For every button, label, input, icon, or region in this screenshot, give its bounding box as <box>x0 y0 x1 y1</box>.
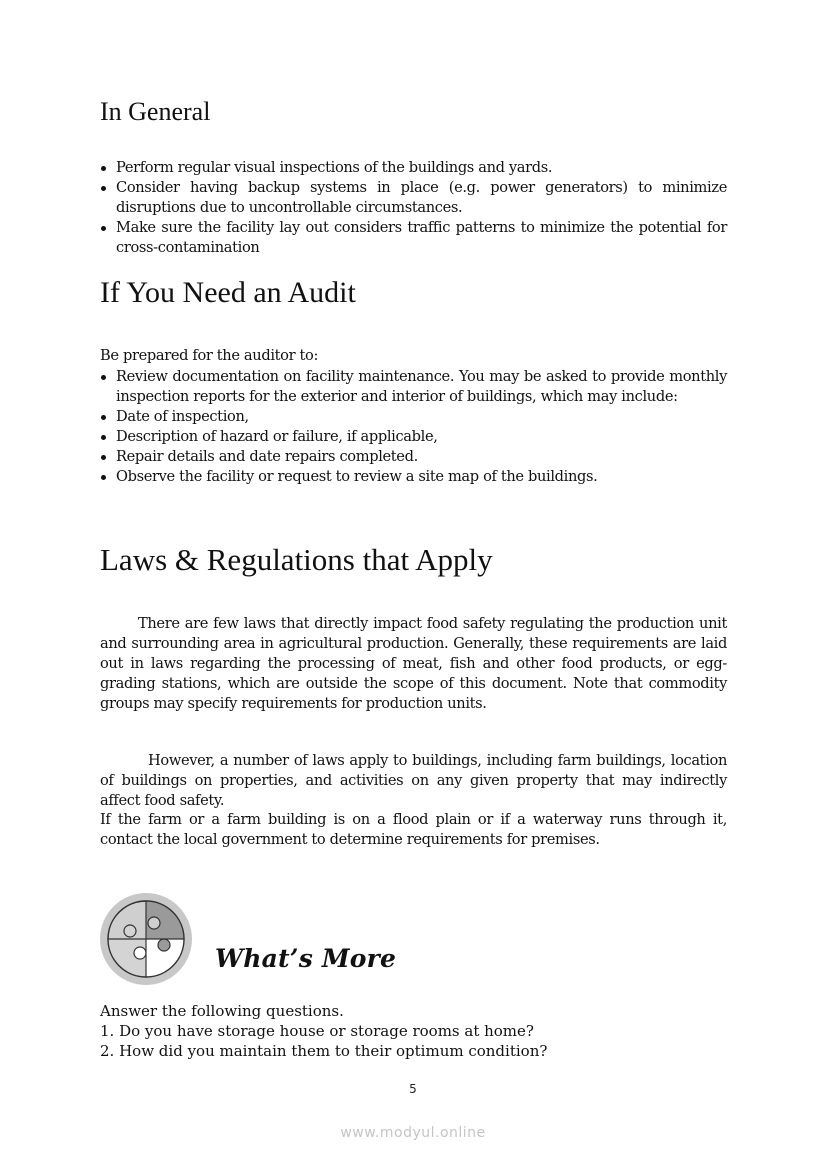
audit-intro: Be prepared for the auditor to: <box>100 347 319 364</box>
questions-instruction: Answer the following questions. <box>100 1002 344 1020</box>
heading-in-general: In General <box>100 97 211 126</box>
list-item: Observe the facility or request to review a site map of the buildings. <box>100 467 727 487</box>
question-item: 1. Do you have storage house or storage rooms at home? <box>100 1022 534 1040</box>
question-item: 2. How did you maintain them to their optimum condition? <box>100 1042 548 1060</box>
puzzle-icon <box>100 893 192 985</box>
general-bullet-list <box>100 158 727 258</box>
page-number: 5 <box>409 1082 417 1096</box>
audit-bullet-list <box>100 367 727 487</box>
list-item: Make sure the facility lay out considers traffic patterns to minimize the potential for cross-contamination <box>100 218 727 258</box>
list-item: Consider having backup systems in place (e.g. power generators) to minimize disruptions due to uncontrollable circumstances. <box>100 178 727 218</box>
bullet-icon <box>101 415 106 420</box>
heading-whats-more: What’s More <box>215 944 397 973</box>
list-item: Repair details and date repairs completed. <box>100 447 727 467</box>
laws-paragraph-2: However, a number of laws apply to buildings, including farm buildings, location of buildings on properties, and activities on any given property that may indirectly affect food safety. <box>100 752 727 809</box>
heading-audit: If You Need an Audit <box>100 276 356 309</box>
watermark: www.modyul.online <box>340 1125 486 1141</box>
bullet-icon <box>101 375 106 380</box>
bullet-icon <box>101 226 106 231</box>
list-item: Description of hazard or failure, if applicable, <box>100 427 727 447</box>
questions-list <box>100 1001 547 1061</box>
laws-paragraph-1: There are few laws that directly impact food safety regulating the production unit and surrounding area in agricultural production. Generally, these requirements are laid out in laws regarding the processing of meat, fish and other food products, or egg-grading stations, which are outside the scope of this document. Note that commodity groups may specify requirements for production units. <box>100 615 727 712</box>
bullet-icon <box>101 475 106 480</box>
bullet-icon <box>101 166 106 171</box>
laws-paragraph-3: If the farm or a farm building is on a flood plain or if a waterway runs through it, contact the local government to determine requirements for premises. <box>100 811 727 848</box>
list-item: Review documentation on facility maintenance. You may be asked to provide monthly inspection reports for the exterior and interior of buildings, which may include: <box>100 367 727 407</box>
bullet-icon <box>101 186 106 191</box>
bullet-icon <box>101 455 106 460</box>
heading-laws-regulations: Laws & Regulations that Apply <box>100 542 493 577</box>
bullet-icon <box>101 435 106 440</box>
list-item: Perform regular visual inspections of the buildings and yards. <box>100 158 727 178</box>
list-item: Date of inspection, <box>100 407 727 427</box>
